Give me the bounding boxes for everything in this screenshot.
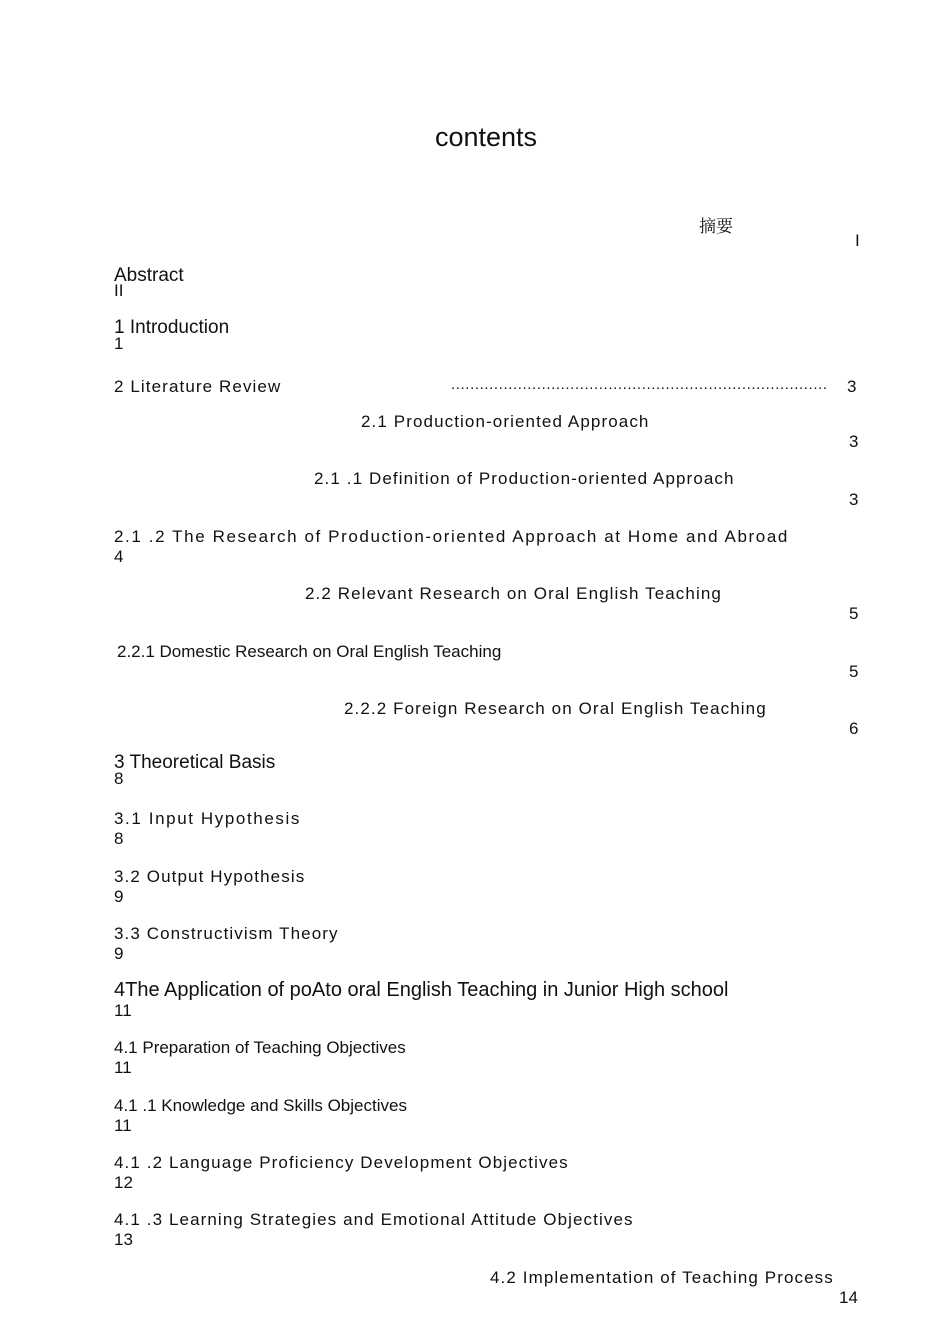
toc-entry-label: 4The Application of poAto oral English Teaching in Junior High school — [114, 979, 729, 1001]
toc-entry-label: 2.2 Relevant Research on Oral English Teaching — [305, 584, 722, 603]
toc-entry-label: 3.2 Output Hypothesis — [114, 867, 306, 886]
toc-entry-page: 13 — [114, 1230, 133, 1249]
toc-entry-label: Abstract — [114, 265, 184, 286]
toc-entry-label: 4.1 .1 Knowledge and Skills Objectives — [114, 1096, 407, 1115]
toc-entry-label: 2.1 .2 The Research of Production-oriented Approach at Home and Abroad — [114, 527, 789, 546]
toc-entry-page: 5 — [849, 662, 859, 681]
toc-entry-label: 1 Introduction — [114, 317, 230, 338]
toc-entry-page: 6 — [849, 719, 859, 738]
toc-entry-page: 3 — [847, 377, 857, 396]
toc-entry-page: 11 — [114, 1116, 132, 1135]
toc-entry-label: 4.1 Preparation of Teaching Objectives — [114, 1038, 406, 1057]
page-title: contents — [434, 122, 538, 152]
toc-entry-page: 11 — [114, 1001, 132, 1020]
toc-entry-page: 8 — [114, 829, 124, 848]
toc-entry-label: 4.1 .2 Language Proficiency Development Objectives — [114, 1153, 569, 1172]
toc-entry-label: 4.2 Implementation of Teaching Process — [490, 1268, 834, 1287]
toc-entry-page: 5 — [849, 604, 859, 623]
toc-entry-page: I — [855, 231, 860, 250]
toc-entry-label: 2.1 Production-oriented Approach — [361, 412, 650, 431]
toc-entry-page: 9 — [114, 944, 124, 963]
toc-entry-label: 3.1 Input Hypothesis — [114, 809, 301, 828]
toc-entry-page: 1 — [114, 334, 124, 353]
toc-entry-page: 9 — [114, 887, 124, 906]
toc-entry-label: 2.2.2 Foreign Research on Oral English Teaching — [344, 699, 767, 718]
toc-entry-label: 摘要 — [699, 217, 733, 237]
toc-entry-page: 4 — [114, 547, 124, 566]
toc-entry-label: 2.2.1 Domestic Research on Oral English Teaching — [117, 642, 502, 661]
toc-entry-page: 3 — [849, 490, 859, 509]
toc-entry-page: 14 — [839, 1288, 858, 1307]
toc-entry-label: 2.1 .1 Definition of Production-oriented Approach — [314, 469, 735, 488]
toc-entry-label: 3.3 Constructivism Theory — [114, 924, 339, 943]
toc-leader-dots: ............................................................................... — [451, 377, 828, 392]
toc-entry-label: 4.1 .3 Learning Strategies and Emotional Attitude Objectives — [114, 1210, 634, 1229]
toc-entry-page: 3 — [849, 432, 859, 451]
toc-entry-page: 8 — [114, 769, 124, 788]
toc-entry-page: 11 — [114, 1058, 132, 1077]
toc-entry-label: 3 Theoretical Basis — [114, 752, 276, 773]
toc-entry-page: 12 — [114, 1173, 133, 1192]
toc-entry-label: 2 Literature Review — [114, 377, 282, 396]
toc-entry-page: II — [114, 281, 124, 300]
